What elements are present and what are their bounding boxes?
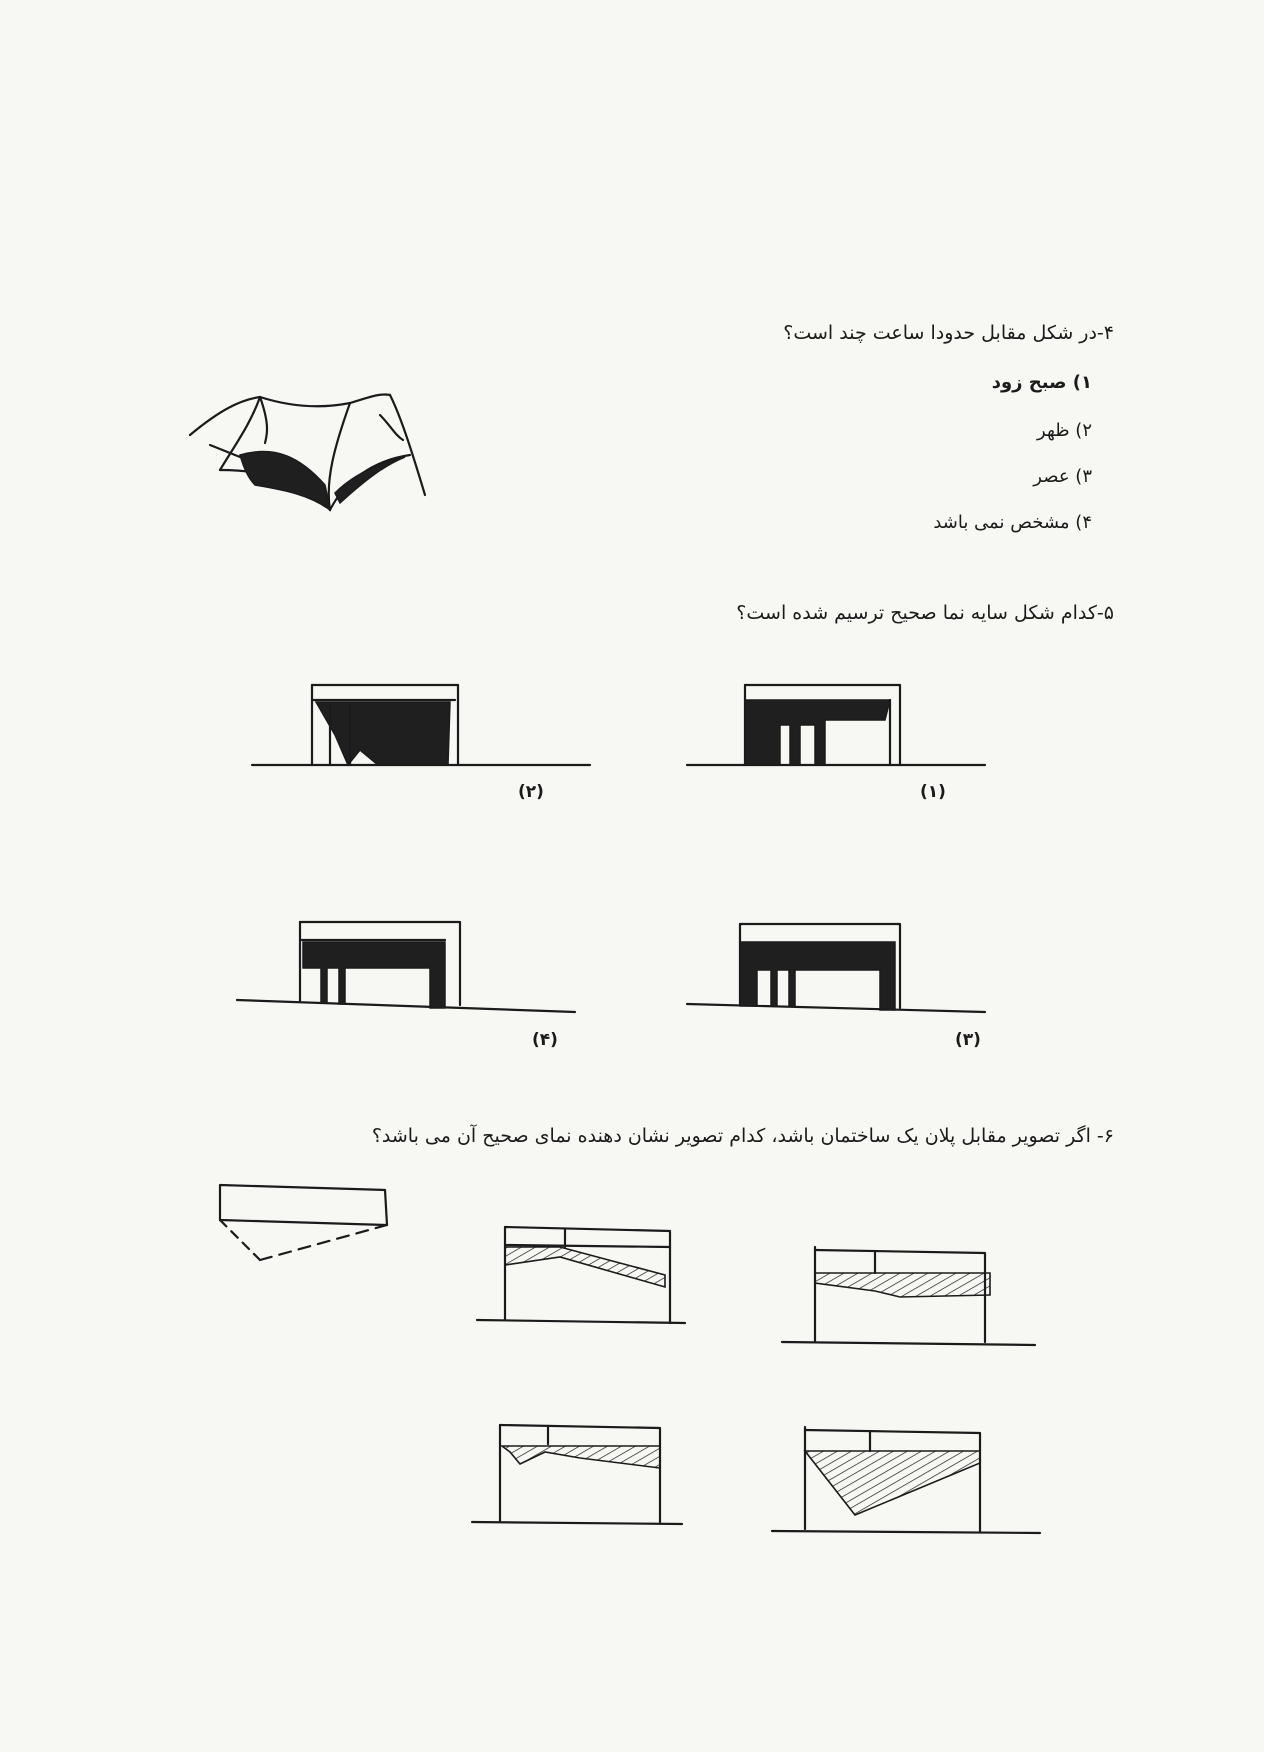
- q5-figure-4: [235, 920, 595, 1020]
- q5-label-4: (۴): [532, 1030, 558, 1050]
- q6-plan-figure: [215, 1180, 405, 1280]
- q4-option-3[interactable]: ۳) عصر: [1033, 466, 1092, 487]
- q5-label-3: (۳): [955, 1030, 981, 1050]
- q6-question: ۶- اگر تصویر مقابل پلان یک ساختمان باشد، کدام تصویر نشان دهنده نمای صحیح آن می باشد؟: [371, 1125, 1114, 1147]
- q6-elevation-option-b: [780, 1245, 1050, 1350]
- q4-option-2[interactable]: ۲) ظهر: [1037, 420, 1092, 441]
- q6-elevation-option-c: [470, 1420, 690, 1530]
- q4-question: ۴-در شکل مقابل حدودا ساعت چند است؟: [783, 322, 1114, 344]
- q6-elevation-option-d: [770, 1425, 1050, 1545]
- q5-question: ۵-کدام شکل سایه نما صحیح ترسیم شده است؟: [736, 602, 1114, 624]
- q4-tent-figure: [185, 385, 435, 525]
- q5-label-2: (۲): [518, 782, 544, 802]
- q5-label-1: (۱): [920, 782, 946, 802]
- q5-figure-2: [250, 680, 610, 780]
- q4-option-4[interactable]: ۴) مشخص نمی باشد: [933, 512, 1092, 533]
- q5-figure-1: [685, 680, 1005, 780]
- q5-figure-3: [685, 920, 1015, 1020]
- q6-elevation-option-a: [475, 1225, 695, 1330]
- q4-option-1[interactable]: ۱) صبح زود: [991, 372, 1092, 393]
